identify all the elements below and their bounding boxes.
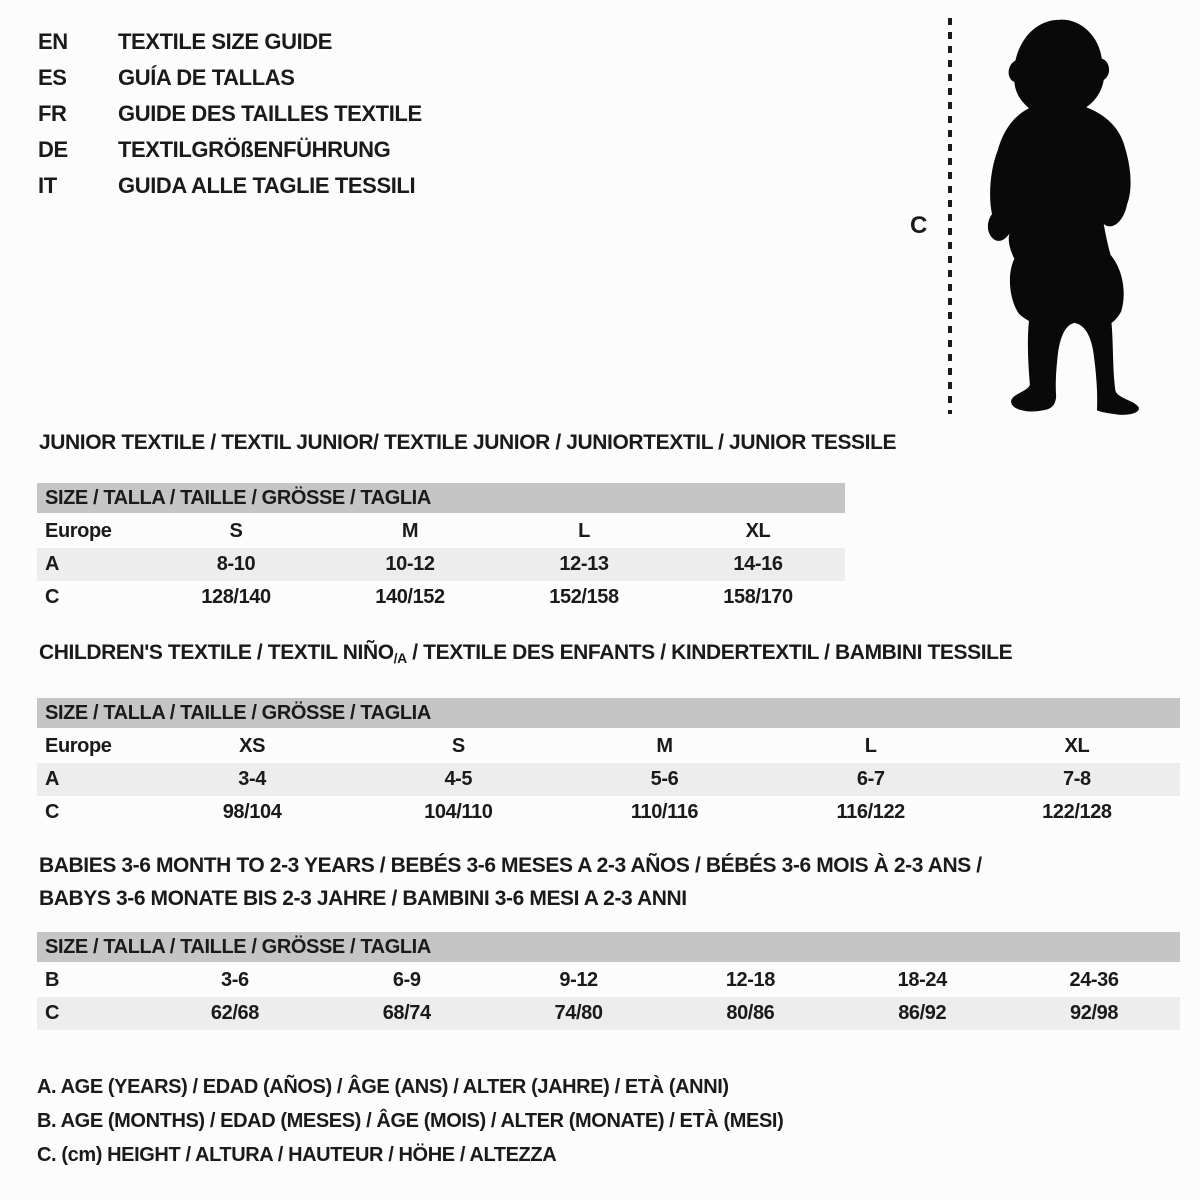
lang-row-it (38, 168, 422, 204)
section-babies-title-line2: BABYS 3-6 MONATE BIS 2-3 JAHRE / BAMBINI 3-6 MESI A 2-3 ANNI (39, 887, 687, 910)
size-cell: M (656, 735, 673, 757)
table-row-age (37, 548, 845, 581)
height-cell: 74/80 (554, 1002, 603, 1024)
height-cell: 158/170 (723, 586, 793, 608)
row-label: C (45, 801, 60, 823)
spacer (37, 915, 1180, 932)
lang-code-en: EN (38, 29, 68, 54)
row-label: Europe (45, 735, 112, 757)
age-cell: 10-12 (385, 553, 435, 575)
lang-row-fr (38, 96, 422, 132)
children-title-suffix: / TEXTILE DES ENFANTS / KINDERTEXTIL / BAMBINI TESSILE (406, 641, 1013, 664)
legend-height: C. (cm) HEIGHT / ALTURA / HAUTEUR / HÖHE / ALTEZZA (37, 1144, 557, 1166)
lang-row-es (38, 60, 422, 96)
lang-label-de: TEXTILGRÖßENFÜHRUNG (118, 137, 391, 162)
lang-label-en: TEXTILE SIZE GUIDE (118, 29, 333, 54)
row-label: C (45, 1002, 60, 1024)
height-cell: 128/140 (201, 586, 271, 608)
children-title-prefix: CHILDREN'S TEXTILE / TEXTIL NIÑO (39, 641, 394, 664)
height-cell: 122/128 (1042, 801, 1112, 823)
row-label: A (45, 553, 60, 575)
section-junior-title: JUNIOR TEXTILE / TEXTIL JUNIOR/ TEXTILE JUNIOR / JUNIORTEXTIL / JUNIOR TESSILE (39, 431, 897, 454)
size-header-band: SIZE / TALLA / TAILLE / GRÖSSE / TAGLIA (37, 932, 1180, 962)
lang-row-de (38, 132, 422, 168)
age-cell: 5-6 (650, 768, 679, 790)
height-cell: 110/116 (630, 801, 699, 823)
size-cell: XL (1064, 735, 1090, 757)
lang-row-en (38, 24, 422, 60)
height-cell: 86/92 (898, 1002, 947, 1024)
size-cell: XL (745, 520, 771, 542)
table-row-height (37, 796, 1180, 829)
height-cell: 98/104 (222, 801, 282, 823)
baby-figure (898, 12, 1168, 424)
section-babies-title-line1: BABIES 3-6 MONTH TO 2-3 YEARS / BEBÉS 3-6 MESES A 2-3 AÑOS / BÉBÉS 3-6 MOIS À 2-3 ANS / (39, 854, 982, 877)
height-measure-dashed-line (948, 18, 952, 414)
lang-code-fr: FR (38, 101, 67, 126)
age-cell: 4-5 (444, 768, 473, 790)
age-cell: 14-16 (733, 553, 783, 575)
row-label: A (45, 768, 60, 790)
legend (37, 1070, 783, 1172)
section-babies (37, 849, 1180, 1030)
age-cell: 9-12 (559, 969, 598, 991)
row-label: B (45, 969, 60, 991)
height-cell: 152/158 (549, 586, 619, 608)
lang-label-fr: GUIDE DES TAILLES TEXTILE (118, 101, 422, 126)
height-measure-label: C (910, 212, 927, 239)
table-row-europe (37, 730, 1180, 763)
row-label: Europe (45, 520, 112, 542)
lang-label-es: GUÍA DE TALLAS (118, 65, 295, 90)
age-cell: 7-8 (1063, 768, 1091, 790)
age-cell: 12-18 (725, 969, 775, 991)
size-cell: S (229, 520, 243, 542)
height-cell: 104/110 (424, 801, 493, 823)
legend-age-years: A. AGE (YEARS) / EDAD (AÑOS) / ÂGE (ANS) / ALTER (JAHRE) / ETÀ (ANNI) (37, 1076, 729, 1098)
section-junior (37, 430, 896, 614)
lang-code-de: DE (38, 137, 68, 162)
height-cell: 68/74 (382, 1002, 431, 1024)
children-title-sub: /A (393, 650, 407, 666)
age-cell: 6-9 (392, 969, 421, 991)
age-cell: 18-24 (897, 969, 947, 991)
lang-label-it: GUIDA ALLE TAGLIE TESSILI (118, 173, 416, 198)
section-children (37, 640, 1180, 829)
table-row-height (37, 581, 845, 614)
size-cell: M (401, 520, 419, 542)
age-cell: 8-10 (216, 553, 256, 575)
size-cell: L (578, 520, 590, 542)
height-cell: 92/98 (1070, 1002, 1119, 1024)
legend-age-months: B. AGE (MONTHS) / EDAD (MESES) / ÂGE (MOIS) / ALTER (MONATE) / ETÀ (MESI) (37, 1110, 784, 1132)
height-cell: 62/68 (210, 1002, 259, 1024)
height-cell: 116/122 (836, 801, 905, 823)
table-row-age (37, 763, 1180, 796)
table-row-height (37, 997, 1180, 1030)
age-cell: 6-7 (856, 768, 885, 790)
children-size-table (37, 698, 1180, 829)
lang-code-es: ES (38, 65, 67, 90)
babies-size-table (37, 932, 1180, 1030)
lang-code-it: IT (38, 173, 57, 198)
row-label: C (45, 586, 60, 608)
size-header-band: SIZE / TALLA / TAILLE / GRÖSSE / TAGLIA (37, 698, 1180, 728)
size-cell: S (451, 735, 465, 757)
height-cell: 140/152 (375, 586, 445, 608)
height-cell: 80/86 (726, 1002, 775, 1024)
language-header (38, 24, 422, 204)
size-header-band: SIZE / TALLA / TAILLE / GRÖSSE / TAGLIA (37, 483, 845, 513)
table-row-age-months (37, 964, 1180, 997)
size-cell: XS (239, 735, 266, 757)
size-cell: L (864, 735, 877, 757)
age-cell: 12-13 (559, 553, 609, 575)
table-row-europe (37, 515, 845, 548)
age-cell: 3-6 (221, 969, 249, 991)
age-cell: 3-4 (238, 768, 266, 790)
junior-size-table (37, 483, 845, 614)
baby-silhouette-icon (966, 14, 1156, 422)
section-children-title (39, 640, 1180, 671)
age-cell: 24-36 (1069, 969, 1119, 991)
